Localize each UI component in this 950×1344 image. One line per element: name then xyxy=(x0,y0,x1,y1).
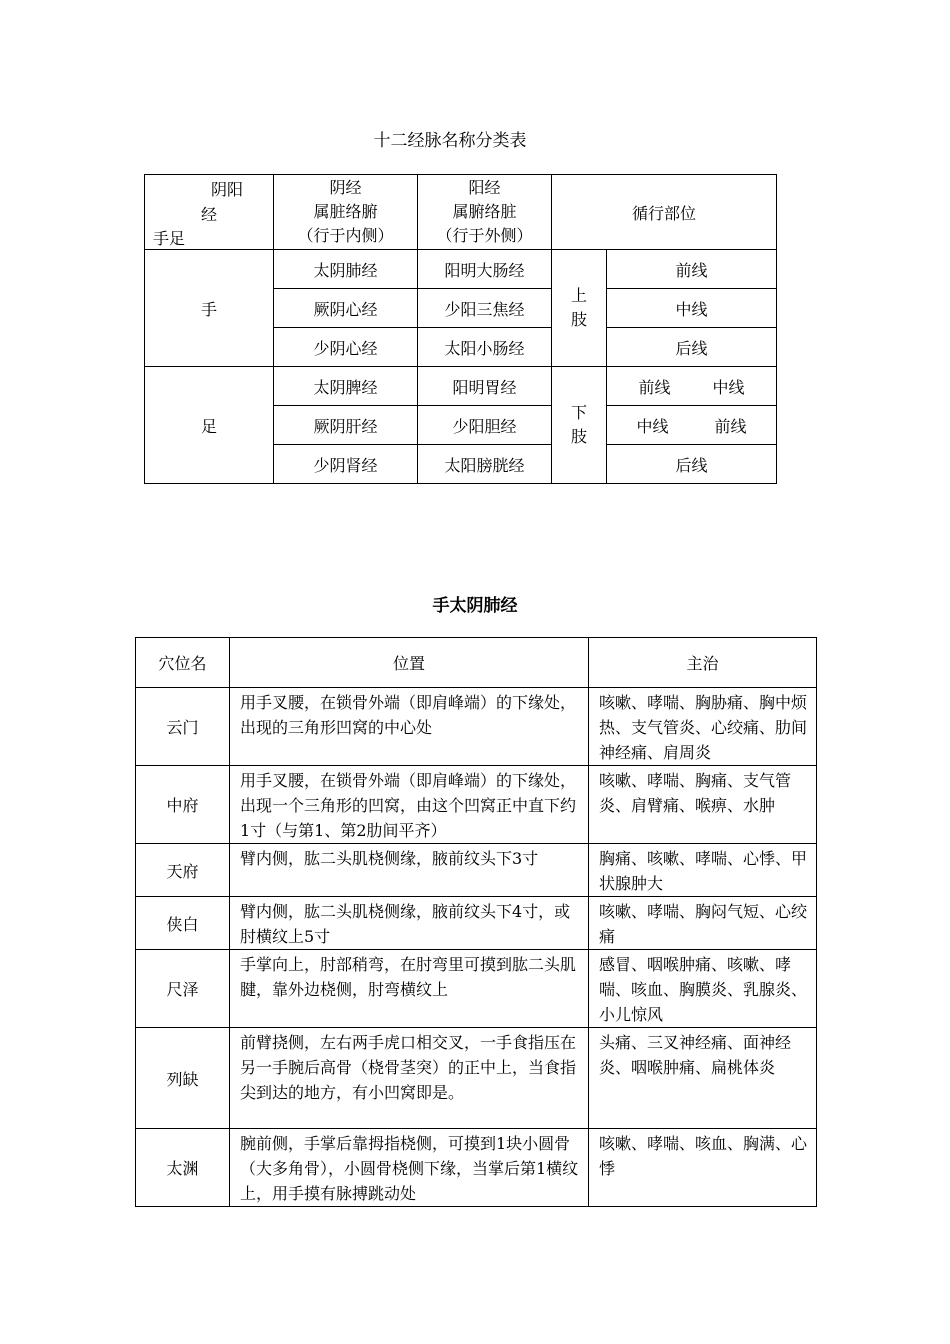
route-cell: 前线 xyxy=(607,250,777,289)
route-header: 循行部位 xyxy=(552,175,777,250)
corner-meridian-label: 经 xyxy=(201,205,218,224)
acupoint-location: 手掌向上，肘部稍弯，在肘弯里可摸到肱二头肌腱，靠外边桡侧，肘弯横纹上 xyxy=(230,950,589,1028)
route-cell: 后线 xyxy=(607,445,777,484)
yang-cell: 少阳三焦经 xyxy=(418,289,552,328)
acupoint-name: 太渊 xyxy=(136,1129,230,1207)
yin-cell: 厥阴心经 xyxy=(274,289,418,328)
yang-cell: 阳明胃经 xyxy=(418,367,552,406)
yin-cell: 少阴心经 xyxy=(274,328,418,367)
acupoint-location: 用手叉腰，在锁骨外端（即肩峰端）的下缘处，出现的三角形凹窝的中心处 xyxy=(230,688,589,766)
acupoint-location: 腕前侧，手掌后靠拇指桡侧，可摸到1块小圆骨（大多角骨），小圆骨桡侧下缘，当掌后第1横纹上，用手摸有脉搏跳动处 xyxy=(230,1129,589,1207)
table-row xyxy=(136,897,817,950)
foot-label: 足 xyxy=(145,367,274,484)
route-cell: 后线 xyxy=(607,328,777,367)
route-cell: 前线 中线 xyxy=(607,367,777,406)
acupoint-name: 列缺 xyxy=(136,1028,230,1129)
table-row xyxy=(136,844,817,897)
table2-title: 手太阴肺经 xyxy=(432,596,518,616)
route-cell: 中线 前线 xyxy=(607,406,777,445)
corner-yinyang-label: 阴阳 xyxy=(211,180,244,199)
meridian-classification-table xyxy=(144,174,777,484)
acupoint-location: 臂内侧，肱二头肌桡侧缘，腋前纹头下4寸，或肘横纹上5寸 xyxy=(230,897,589,950)
table-row xyxy=(136,950,817,1028)
hand-label: 手 xyxy=(145,250,274,367)
yin-cell: 太阴肺经 xyxy=(274,250,418,289)
acupoint-indications: 咳嗽、哮喘、胸胁痛、胸中烦热、支气管炎、心绞痛、肋间神经痛、肩周炎 xyxy=(589,688,817,766)
table-row xyxy=(136,766,817,844)
route-cell: 中线 xyxy=(607,289,777,328)
yin-cell: 少阴肾经 xyxy=(274,445,418,484)
yang-cell: 阳明大肠经 xyxy=(418,250,552,289)
table-row xyxy=(136,1129,817,1207)
acupoint-indications: 胸痛、咳嗽、哮喘、心悸、甲状腺肿大 xyxy=(589,844,817,897)
corner-header-cell xyxy=(145,175,274,250)
header-location: 位置 xyxy=(230,638,589,688)
yin-meridian-header: 阴经 属脏络腑 （行于内侧） xyxy=(274,175,418,250)
yin-cell: 太阴脾经 xyxy=(274,367,418,406)
table1-title: 十二经脉名称分类表 xyxy=(373,131,527,151)
upper-limb-label: 上 肢 xyxy=(552,250,607,367)
table-row xyxy=(136,688,817,766)
acupoint-indications: 咳嗽、哮喘、胸闷气短、心绞痛 xyxy=(589,897,817,950)
yang-cell: 太阳小肠经 xyxy=(418,328,552,367)
yang-meridian-header: 阳经 属腑络脏 （行于外侧） xyxy=(418,175,552,250)
yin-cell: 厥阴肝经 xyxy=(274,406,418,445)
table-row xyxy=(136,1028,817,1129)
acupoint-indications: 咳嗽、哮喘、胸痛、支气管炎、肩臂痛、喉痹、水肿 xyxy=(589,766,817,844)
acupoint-indications: 咳嗽、哮喘、咳血、胸满、心悸 xyxy=(589,1129,817,1207)
header-acupoint-name: 穴位名 xyxy=(136,638,230,688)
yang-cell: 少阳胆经 xyxy=(418,406,552,445)
acupoint-location: 用手叉腰，在锁骨外端（即肩峰端）的下缘处，出现一个三角形的凹窝，由这个凹窝正中直下约1寸（与第1、第2肋间平齐） xyxy=(230,766,589,844)
lung-meridian-acupoints-table xyxy=(135,637,817,1207)
acupoint-name: 天府 xyxy=(136,844,230,897)
acupoint-name: 云门 xyxy=(136,688,230,766)
acupoint-name: 尺泽 xyxy=(136,950,230,1028)
acupoint-indications: 头痛、三叉神经痛、面神经炎、咽喉肿痛、扁桃体炎 xyxy=(589,1028,817,1129)
acupoint-indications: 感冒、咽喉肿痛、咳嗽、哮喘、咳血、胸膜炎、乳腺炎、小儿惊风 xyxy=(589,950,817,1028)
header-indications: 主治 xyxy=(589,638,817,688)
corner-handfoot-label: 手足 xyxy=(153,229,186,248)
acupoint-location: 前臂挠侧，左右两手虎口相交叉，一手食指压在另一手腕后高骨（桡骨茎突）的正中上，当食指尖到达的地方，有小凹窝即是。 xyxy=(230,1028,589,1129)
acupoint-name: 侠白 xyxy=(136,897,230,950)
lower-limb-label: 下 肢 xyxy=(552,367,607,484)
yang-cell: 太阳膀胱经 xyxy=(418,445,552,484)
acupoint-name: 中府 xyxy=(136,766,230,844)
acupoint-location: 臂内侧，肱二头肌桡侧缘，腋前纹头下3寸 xyxy=(230,844,589,897)
